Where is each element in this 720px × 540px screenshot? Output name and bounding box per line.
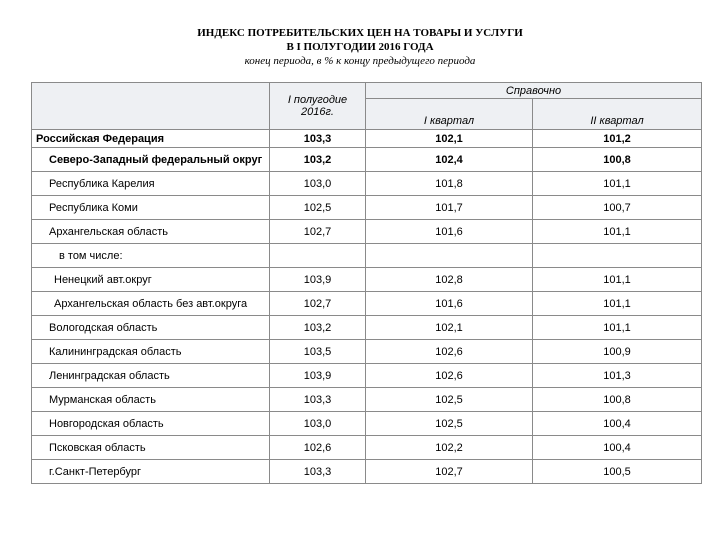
region-name: Российская Федерация — [32, 130, 270, 148]
region-name: Ленинградская область — [32, 364, 270, 388]
table-row — [32, 220, 702, 244]
region-name: Республика Коми — [32, 196, 270, 220]
value-q2: 100,5 — [533, 460, 702, 484]
table-row — [32, 364, 702, 388]
value-q1: 102,1 — [366, 130, 533, 148]
region-name: Калининградская область — [32, 340, 270, 364]
value-q2: 101,1 — [533, 316, 702, 340]
region-name: в том числе: — [32, 244, 270, 268]
value-q2: 101,1 — [533, 220, 702, 244]
region-name: Архангельская область — [32, 220, 270, 244]
table-row — [32, 388, 702, 412]
value-half-year: 103,0 — [270, 412, 366, 436]
value-q2: 101,1 — [533, 172, 702, 196]
value-half-year — [270, 244, 366, 268]
value-q1: 101,6 — [366, 292, 533, 316]
value-half-year: 103,2 — [270, 316, 366, 340]
document-title: ИНДЕКС ПОТРЕБИТЕЛЬСКИХ ЦЕН НА ТОВАРЫ И УСЛУГИ — [197, 27, 523, 39]
value-q1: 102,2 — [366, 436, 533, 460]
value-q2: 100,7 — [533, 196, 702, 220]
value-q2: 101,3 — [533, 364, 702, 388]
table-row — [32, 244, 702, 268]
value-q2: 100,9 — [533, 340, 702, 364]
value-q1: 102,7 — [366, 460, 533, 484]
region-name: Псковская область — [32, 436, 270, 460]
region-name: Ненецкий авт.округ — [32, 268, 270, 292]
value-q1: 102,4 — [366, 148, 533, 172]
value-half-year: 103,0 — [270, 172, 366, 196]
table-row — [32, 148, 702, 172]
header-quarter-2: II квартал — [533, 99, 702, 130]
value-half-year: 103,2 — [270, 148, 366, 172]
value-half-year: 102,7 — [270, 220, 366, 244]
region-name: Архангельская область без авт.округа — [32, 292, 270, 316]
table-row — [32, 292, 702, 316]
value-q2: 101,1 — [533, 292, 702, 316]
header-quarter-1: I квартал — [366, 99, 533, 130]
value-half-year: 103,3 — [270, 130, 366, 148]
value-q1: 101,8 — [366, 172, 533, 196]
value-q1: 102,8 — [366, 268, 533, 292]
document-title-period: В I ПОЛУГОДИИ 2016 ГОДА — [286, 41, 434, 53]
table-row — [32, 130, 702, 148]
cpi-table — [31, 82, 702, 484]
value-half-year: 103,5 — [270, 340, 366, 364]
table-row — [32, 268, 702, 292]
table-row — [32, 196, 702, 220]
header-reference: Справочно — [366, 83, 702, 99]
table-row — [32, 460, 702, 484]
region-name: Республика Карелия — [32, 172, 270, 196]
value-q1: 102,5 — [366, 388, 533, 412]
region-name: г.Санкт-Петербург — [32, 460, 270, 484]
region-name: Вологодская область — [32, 316, 270, 340]
value-q2: 100,4 — [533, 436, 702, 460]
value-half-year: 102,6 — [270, 436, 366, 460]
region-name: Северо-Западный федеральный округ — [32, 148, 270, 172]
table-row — [32, 172, 702, 196]
header-half-year: I полугодие 2016г. — [270, 83, 366, 130]
value-half-year: 103,3 — [270, 388, 366, 412]
value-q2: 101,1 — [533, 268, 702, 292]
region-name: Мурманская область — [32, 388, 270, 412]
value-half-year: 103,3 — [270, 460, 366, 484]
value-q1: 102,6 — [366, 364, 533, 388]
value-half-year: 102,7 — [270, 292, 366, 316]
table-row — [32, 340, 702, 364]
value-q1: 102,6 — [366, 340, 533, 364]
value-q1 — [366, 244, 533, 268]
value-q2 — [533, 244, 702, 268]
value-half-year: 103,9 — [270, 268, 366, 292]
value-half-year: 102,5 — [270, 196, 366, 220]
table-row — [32, 316, 702, 340]
value-q1: 101,7 — [366, 196, 533, 220]
value-q1: 102,1 — [366, 316, 533, 340]
table-row — [32, 412, 702, 436]
value-q2: 100,4 — [533, 412, 702, 436]
document-subtitle: конец периода, в % к концу предыдущего периода — [244, 55, 476, 67]
value-q2: 101,2 — [533, 130, 702, 148]
header-region — [32, 83, 270, 130]
region-name: Новгородская область — [32, 412, 270, 436]
value-q2: 100,8 — [533, 388, 702, 412]
value-q1: 102,5 — [366, 412, 533, 436]
value-q2: 100,8 — [533, 148, 702, 172]
value-q1: 101,6 — [366, 220, 533, 244]
value-half-year: 103,9 — [270, 364, 366, 388]
table-row — [32, 436, 702, 460]
